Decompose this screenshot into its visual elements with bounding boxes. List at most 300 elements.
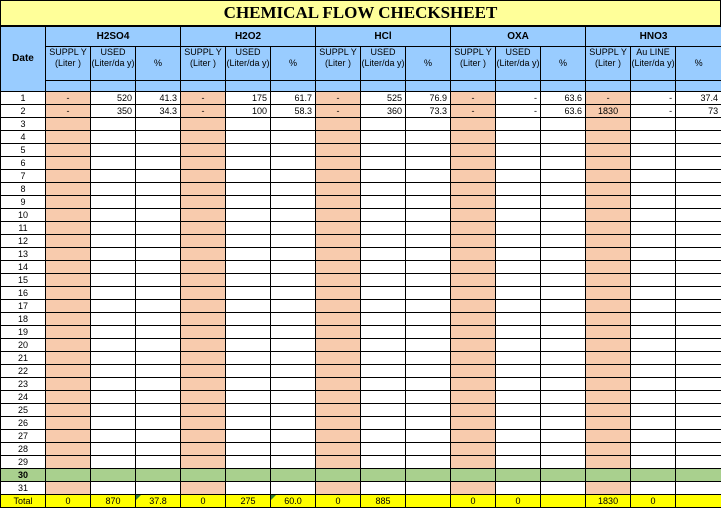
used-cell[interactable] — [226, 287, 271, 300]
percent-cell[interactable] — [406, 404, 451, 417]
used-cell[interactable] — [631, 274, 676, 287]
used-cell[interactable] — [226, 326, 271, 339]
total-cell[interactable]: 0 — [46, 495, 91, 508]
used-cell[interactable] — [361, 313, 406, 326]
supply-cell[interactable]: - — [451, 105, 496, 118]
used-cell[interactable] — [361, 196, 406, 209]
supply-cell[interactable] — [181, 222, 226, 235]
total-cell[interactable] — [406, 495, 451, 508]
supply-cell[interactable] — [316, 157, 361, 170]
used-cell[interactable] — [91, 352, 136, 365]
percent-cell[interactable] — [541, 131, 586, 144]
percent-cell[interactable] — [271, 404, 316, 417]
supply-cell[interactable] — [316, 456, 361, 469]
used-cell[interactable] — [496, 222, 541, 235]
percent-cell[interactable] — [406, 287, 451, 300]
used-cell[interactable] — [631, 326, 676, 339]
percent-cell[interactable] — [271, 196, 316, 209]
used-cell[interactable] — [631, 235, 676, 248]
date-cell[interactable]: 2 — [1, 105, 46, 118]
used-cell[interactable] — [226, 352, 271, 365]
used-cell[interactable] — [631, 209, 676, 222]
percent-cell[interactable] — [406, 378, 451, 391]
used-cell[interactable] — [226, 235, 271, 248]
used-cell[interactable] — [496, 417, 541, 430]
supply-cell[interactable] — [451, 196, 496, 209]
used-cell[interactable] — [361, 378, 406, 391]
percent-cell[interactable] — [136, 248, 181, 261]
used-cell[interactable]: - — [631, 105, 676, 118]
sub-header-spacer[interactable] — [541, 81, 586, 92]
used-cell[interactable] — [361, 443, 406, 456]
percent-cell[interactable] — [271, 352, 316, 365]
used-cell[interactable] — [226, 339, 271, 352]
used-cell[interactable] — [361, 170, 406, 183]
supply-cell[interactable] — [46, 157, 91, 170]
percent-cell[interactable] — [676, 118, 721, 131]
percent-cell[interactable] — [541, 378, 586, 391]
percent-cell[interactable] — [406, 144, 451, 157]
percent-cell[interactable] — [406, 196, 451, 209]
percent-cell[interactable] — [136, 391, 181, 404]
used-cell[interactable] — [496, 326, 541, 339]
used-cell[interactable] — [361, 456, 406, 469]
supply-cell[interactable] — [46, 183, 91, 196]
percent-cell[interactable]: 76.9 — [406, 92, 451, 105]
used-cell[interactable] — [496, 209, 541, 222]
supply-cell[interactable] — [451, 183, 496, 196]
percent-cell[interactable] — [271, 456, 316, 469]
total-cell[interactable]: 275 — [226, 495, 271, 508]
used-cell[interactable] — [91, 196, 136, 209]
percent-cell[interactable] — [271, 261, 316, 274]
used-cell[interactable] — [361, 404, 406, 417]
used-cell[interactable] — [361, 274, 406, 287]
date-cell[interactable]: 19 — [1, 326, 46, 339]
used-cell[interactable] — [226, 157, 271, 170]
used-cell[interactable] — [496, 456, 541, 469]
date-cell[interactable]: 14 — [1, 261, 46, 274]
date-cell[interactable]: 26 — [1, 417, 46, 430]
used-cell[interactable]: 520 — [91, 92, 136, 105]
used-cell[interactable] — [361, 482, 406, 495]
supply-cell[interactable] — [46, 326, 91, 339]
used-cell[interactable] — [91, 157, 136, 170]
supply-cell[interactable] — [181, 287, 226, 300]
supply-cell[interactable] — [316, 170, 361, 183]
percent-cell[interactable] — [541, 287, 586, 300]
date-cell[interactable]: 21 — [1, 352, 46, 365]
supply-cell[interactable] — [451, 261, 496, 274]
supply-cell[interactable] — [316, 326, 361, 339]
supply-cell[interactable] — [181, 378, 226, 391]
percent-cell[interactable] — [136, 222, 181, 235]
percent-cell[interactable] — [406, 391, 451, 404]
supply-cell[interactable]: - — [586, 92, 631, 105]
percent-cell[interactable] — [541, 144, 586, 157]
supply-cell[interactable] — [316, 183, 361, 196]
supply-cell[interactable] — [316, 235, 361, 248]
percent-cell[interactable] — [541, 352, 586, 365]
supply-cell[interactable] — [586, 222, 631, 235]
used-cell[interactable] — [91, 430, 136, 443]
percent-cell[interactable] — [541, 248, 586, 261]
supply-cell[interactable] — [451, 365, 496, 378]
supply-cell[interactable] — [181, 196, 226, 209]
supply-cell[interactable] — [181, 456, 226, 469]
sub-header[interactable]: USED (Liter/da y) — [496, 47, 541, 81]
used-cell[interactable] — [226, 131, 271, 144]
percent-cell[interactable] — [541, 404, 586, 417]
supply-cell[interactable] — [451, 300, 496, 313]
used-cell[interactable] — [361, 469, 406, 482]
supply-cell[interactable] — [451, 157, 496, 170]
total-cell[interactable]: 1830 — [586, 495, 631, 508]
percent-cell[interactable] — [541, 157, 586, 170]
date-cell[interactable]: 30 — [1, 469, 46, 482]
supply-cell[interactable] — [586, 170, 631, 183]
percent-cell[interactable] — [271, 183, 316, 196]
percent-cell[interactable] — [136, 469, 181, 482]
percent-cell[interactable] — [676, 157, 721, 170]
percent-cell[interactable] — [676, 300, 721, 313]
sub-header-spacer[interactable] — [271, 81, 316, 92]
used-cell[interactable] — [631, 469, 676, 482]
percent-cell[interactable] — [271, 274, 316, 287]
percent-cell[interactable] — [676, 443, 721, 456]
percent-cell[interactable] — [136, 287, 181, 300]
group-header[interactable]: OXA — [451, 27, 586, 47]
supply-cell[interactable] — [316, 118, 361, 131]
used-cell[interactable] — [226, 430, 271, 443]
used-cell[interactable] — [631, 456, 676, 469]
total-cell[interactable] — [676, 495, 721, 508]
supply-cell[interactable]: - — [181, 105, 226, 118]
percent-cell[interactable] — [676, 274, 721, 287]
percent-cell[interactable] — [271, 378, 316, 391]
percent-cell[interactable] — [136, 170, 181, 183]
percent-cell[interactable] — [271, 365, 316, 378]
supply-cell[interactable] — [451, 417, 496, 430]
supply-cell[interactable] — [46, 456, 91, 469]
supply-cell[interactable] — [451, 313, 496, 326]
supply-cell[interactable]: - — [451, 92, 496, 105]
supply-cell[interactable] — [451, 456, 496, 469]
supply-cell[interactable] — [46, 352, 91, 365]
supply-cell[interactable] — [316, 443, 361, 456]
supply-cell[interactable] — [46, 378, 91, 391]
used-cell[interactable] — [91, 404, 136, 417]
supply-cell[interactable] — [46, 118, 91, 131]
date-cell[interactable]: 4 — [1, 131, 46, 144]
date-cell[interactable]: 22 — [1, 365, 46, 378]
supply-cell[interactable] — [316, 274, 361, 287]
percent-cell[interactable] — [676, 170, 721, 183]
percent-cell[interactable] — [541, 456, 586, 469]
sub-header[interactable]: USED (Liter/da y) — [361, 47, 406, 81]
used-cell[interactable] — [361, 157, 406, 170]
supply-cell[interactable] — [46, 261, 91, 274]
supply-cell[interactable] — [316, 248, 361, 261]
percent-cell[interactable] — [271, 430, 316, 443]
used-cell[interactable] — [361, 183, 406, 196]
used-cell[interactable] — [226, 248, 271, 261]
used-cell[interactable] — [631, 404, 676, 417]
percent-cell[interactable] — [136, 209, 181, 222]
used-cell[interactable] — [91, 326, 136, 339]
group-header[interactable]: H2O2 — [181, 27, 316, 47]
used-cell[interactable] — [631, 365, 676, 378]
used-cell[interactable] — [361, 235, 406, 248]
supply-cell[interactable] — [316, 261, 361, 274]
date-cell[interactable]: 17 — [1, 300, 46, 313]
supply-cell[interactable] — [586, 248, 631, 261]
supply-cell[interactable] — [451, 144, 496, 157]
used-cell[interactable] — [631, 131, 676, 144]
percent-cell[interactable] — [136, 378, 181, 391]
used-cell[interactable] — [631, 443, 676, 456]
used-cell[interactable] — [91, 378, 136, 391]
supply-cell[interactable] — [46, 170, 91, 183]
percent-cell[interactable] — [136, 430, 181, 443]
percent-cell[interactable] — [136, 482, 181, 495]
total-label[interactable]: Total — [1, 495, 46, 508]
used-cell[interactable] — [631, 417, 676, 430]
supply-cell[interactable] — [181, 183, 226, 196]
percent-cell[interactable] — [136, 456, 181, 469]
supply-cell[interactable] — [586, 118, 631, 131]
supply-cell[interactable] — [46, 391, 91, 404]
total-cell[interactable]: 0 — [631, 495, 676, 508]
used-cell[interactable] — [91, 443, 136, 456]
used-cell[interactable] — [496, 469, 541, 482]
percent-cell[interactable] — [676, 352, 721, 365]
sub-header-spacer[interactable] — [316, 81, 361, 92]
percent-cell[interactable]: 37.4 — [676, 92, 721, 105]
percent-cell[interactable] — [136, 118, 181, 131]
supply-cell[interactable] — [46, 248, 91, 261]
total-cell[interactable]: 0 — [181, 495, 226, 508]
supply-cell[interactable] — [46, 144, 91, 157]
total-cell[interactable] — [541, 495, 586, 508]
percent-cell[interactable] — [676, 482, 721, 495]
supply-cell[interactable] — [586, 274, 631, 287]
supply-cell[interactable] — [586, 391, 631, 404]
supply-cell[interactable] — [586, 443, 631, 456]
used-cell[interactable] — [496, 313, 541, 326]
percent-cell[interactable] — [136, 274, 181, 287]
sub-header-spacer[interactable] — [631, 81, 676, 92]
sub-header[interactable]: SUPPL Y (Liter ) — [46, 47, 91, 81]
used-cell[interactable] — [226, 417, 271, 430]
used-cell[interactable] — [496, 183, 541, 196]
supply-cell[interactable] — [316, 209, 361, 222]
used-cell[interactable] — [226, 170, 271, 183]
percent-cell[interactable] — [676, 183, 721, 196]
sub-header[interactable]: USED (Liter/da y) — [226, 47, 271, 81]
percent-cell[interactable] — [541, 222, 586, 235]
supply-cell[interactable] — [181, 170, 226, 183]
used-cell[interactable] — [91, 391, 136, 404]
percent-cell[interactable] — [676, 391, 721, 404]
supply-cell[interactable]: - — [46, 105, 91, 118]
percent-cell[interactable] — [676, 144, 721, 157]
supply-cell[interactable] — [451, 118, 496, 131]
used-cell[interactable] — [226, 482, 271, 495]
percent-cell[interactable] — [406, 222, 451, 235]
used-cell[interactable] — [361, 222, 406, 235]
sub-header[interactable]: Au LINE (Liter/da y) — [631, 47, 676, 81]
percent-cell[interactable] — [541, 339, 586, 352]
used-cell[interactable] — [226, 261, 271, 274]
used-cell[interactable] — [496, 235, 541, 248]
used-cell[interactable] — [631, 157, 676, 170]
used-cell[interactable] — [496, 443, 541, 456]
supply-cell[interactable] — [181, 417, 226, 430]
percent-cell[interactable] — [271, 157, 316, 170]
percent-cell[interactable] — [676, 456, 721, 469]
used-cell[interactable] — [496, 300, 541, 313]
supply-cell[interactable] — [181, 248, 226, 261]
sub-header-spacer[interactable] — [91, 81, 136, 92]
percent-cell[interactable] — [136, 157, 181, 170]
used-cell[interactable] — [631, 222, 676, 235]
supply-cell[interactable] — [316, 469, 361, 482]
percent-cell[interactable] — [406, 430, 451, 443]
used-cell[interactable] — [226, 196, 271, 209]
supply-cell[interactable] — [46, 313, 91, 326]
date-cell[interactable]: 15 — [1, 274, 46, 287]
percent-cell[interactable] — [676, 196, 721, 209]
percent-cell[interactable]: 73.3 — [406, 105, 451, 118]
total-cell[interactable]: 870 — [91, 495, 136, 508]
supply-cell[interactable] — [451, 339, 496, 352]
supply-cell[interactable] — [316, 222, 361, 235]
percent-cell[interactable] — [271, 326, 316, 339]
date-cell[interactable]: 24 — [1, 391, 46, 404]
supply-cell[interactable] — [586, 287, 631, 300]
percent-cell[interactable] — [406, 339, 451, 352]
used-cell[interactable]: - — [631, 92, 676, 105]
supply-cell[interactable] — [451, 326, 496, 339]
percent-cell[interactable] — [541, 183, 586, 196]
used-cell[interactable] — [226, 300, 271, 313]
percent-cell[interactable] — [406, 209, 451, 222]
supply-cell[interactable] — [451, 352, 496, 365]
used-cell[interactable]: 525 — [361, 92, 406, 105]
percent-cell[interactable] — [136, 183, 181, 196]
used-cell[interactable]: 100 — [226, 105, 271, 118]
used-cell[interactable] — [361, 352, 406, 365]
supply-cell[interactable] — [46, 300, 91, 313]
percent-cell[interactable] — [406, 118, 451, 131]
percent-cell[interactable] — [271, 313, 316, 326]
percent-cell[interactable] — [136, 365, 181, 378]
date-cell[interactable]: 9 — [1, 196, 46, 209]
supply-cell[interactable] — [451, 378, 496, 391]
date-cell[interactable]: 1 — [1, 92, 46, 105]
used-cell[interactable] — [226, 365, 271, 378]
percent-cell[interactable] — [406, 443, 451, 456]
supply-cell[interactable] — [316, 196, 361, 209]
date-cell[interactable]: 16 — [1, 287, 46, 300]
percent-cell[interactable] — [136, 131, 181, 144]
percent-cell[interactable]: 63.6 — [541, 105, 586, 118]
group-header[interactable]: HCl — [316, 27, 451, 47]
date-cell[interactable]: 12 — [1, 235, 46, 248]
used-cell[interactable] — [631, 352, 676, 365]
sub-header[interactable]: SUPPL Y (Liter ) — [451, 47, 496, 81]
percent-cell[interactable] — [406, 417, 451, 430]
sub-header-spacer[interactable] — [361, 81, 406, 92]
supply-cell[interactable] — [46, 287, 91, 300]
date-cell[interactable]: 8 — [1, 183, 46, 196]
sub-header[interactable]: % — [136, 47, 181, 81]
total-cell[interactable]: 60.0 — [271, 495, 316, 508]
percent-cell[interactable] — [406, 183, 451, 196]
supply-cell[interactable] — [46, 131, 91, 144]
supply-cell[interactable]: - — [316, 92, 361, 105]
supply-cell[interactable] — [586, 339, 631, 352]
used-cell[interactable] — [226, 209, 271, 222]
used-cell[interactable] — [91, 482, 136, 495]
percent-cell[interactable] — [406, 235, 451, 248]
percent-cell[interactable] — [406, 274, 451, 287]
used-cell[interactable] — [631, 482, 676, 495]
supply-cell[interactable] — [181, 118, 226, 131]
supply-cell[interactable] — [181, 365, 226, 378]
percent-cell[interactable] — [541, 391, 586, 404]
supply-cell[interactable] — [181, 469, 226, 482]
used-cell[interactable] — [91, 287, 136, 300]
used-cell[interactable] — [496, 196, 541, 209]
used-cell[interactable] — [631, 196, 676, 209]
percent-cell[interactable] — [541, 326, 586, 339]
supply-cell[interactable] — [586, 157, 631, 170]
supply-cell[interactable] — [316, 378, 361, 391]
percent-cell[interactable] — [406, 313, 451, 326]
percent-cell[interactable] — [136, 313, 181, 326]
used-cell[interactable] — [91, 183, 136, 196]
date-cell[interactable]: 18 — [1, 313, 46, 326]
used-cell[interactable] — [631, 183, 676, 196]
percent-cell[interactable] — [271, 209, 316, 222]
used-cell[interactable] — [226, 183, 271, 196]
used-cell[interactable] — [496, 352, 541, 365]
used-cell[interactable] — [631, 287, 676, 300]
sub-header-spacer[interactable] — [676, 81, 721, 92]
used-cell[interactable] — [91, 248, 136, 261]
sub-header[interactable]: % — [271, 47, 316, 81]
supply-cell[interactable] — [586, 209, 631, 222]
used-cell[interactable] — [631, 430, 676, 443]
supply-cell[interactable] — [181, 482, 226, 495]
supply-cell[interactable] — [181, 300, 226, 313]
used-cell[interactable]: 360 — [361, 105, 406, 118]
percent-cell[interactable] — [271, 482, 316, 495]
supply-cell[interactable] — [451, 404, 496, 417]
percent-cell[interactable] — [136, 443, 181, 456]
used-cell[interactable] — [496, 261, 541, 274]
supply-cell[interactable] — [46, 482, 91, 495]
supply-cell[interactable] — [586, 313, 631, 326]
used-cell[interactable] — [496, 131, 541, 144]
percent-cell[interactable] — [406, 261, 451, 274]
supply-cell[interactable] — [451, 248, 496, 261]
supply-cell[interactable] — [46, 469, 91, 482]
percent-cell[interactable] — [406, 326, 451, 339]
used-cell[interactable] — [91, 235, 136, 248]
